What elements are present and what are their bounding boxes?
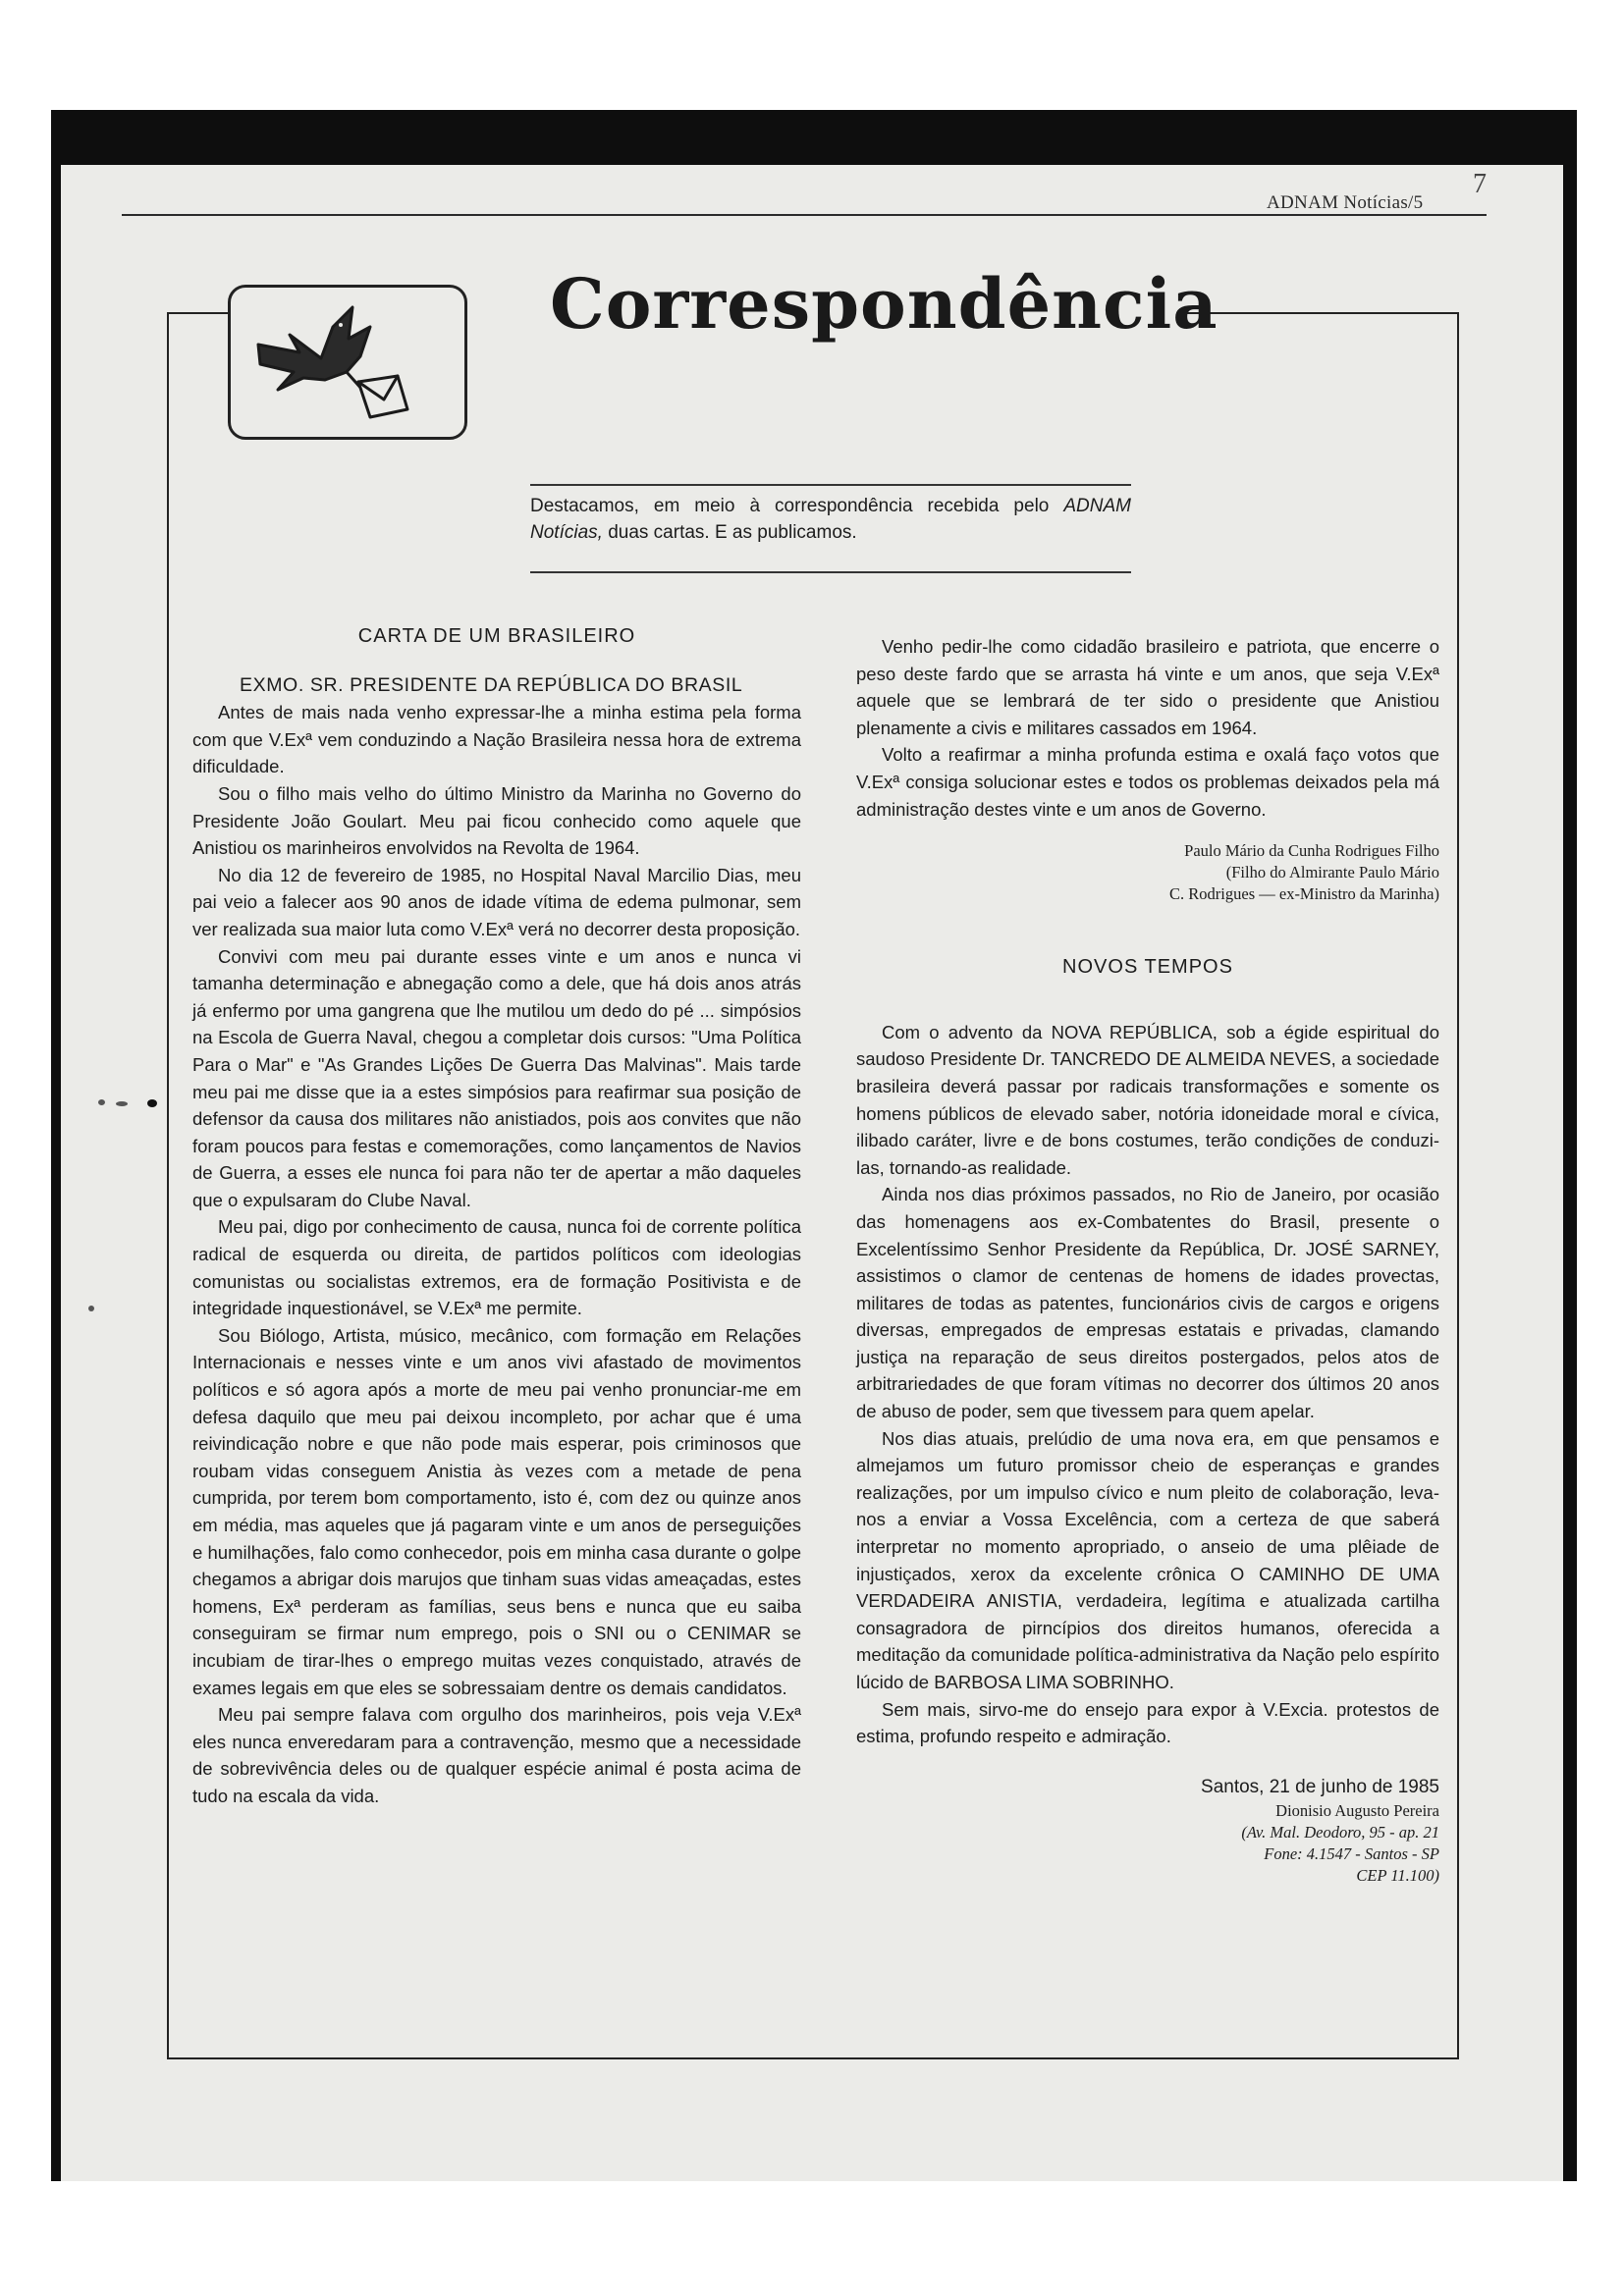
- scan-speck: [116, 1101, 128, 1106]
- spacer: [856, 1750, 1439, 1774]
- frame-left: [167, 312, 169, 2059]
- frame-top-left: [167, 312, 228, 314]
- letter1-paragraph: Antes de mais nada venho expressar-lhe a minha estima pela forma com que V.Exª vem conduzindo a Nação Brasileira nessa hora de extrema dificuldade.: [192, 702, 801, 777]
- masthead-title: Correspondência: [550, 263, 1218, 345]
- scan-speck: [147, 1099, 157, 1107]
- letter1-signature-line: (Filho do Almirante Paulo Mário: [1225, 863, 1439, 882]
- logo-box: [228, 285, 467, 440]
- right-column: [856, 633, 1439, 1887]
- intro-rule-top: [530, 484, 1131, 486]
- letter1-heading: CARTA DE UM BRASILEIRO: [357, 625, 636, 647]
- letter1-paragraph: Convivi com meu pai durante esses vinte e um anos e nunca vi tamanha determinação e abnegação como a dele, que há dois anos atrás já enfermo por uma gangrena que lhe mutilou um dedo do pé ... simpósios na Escola de Guerra Naval, chegou a completar dois cursos: "Uma Política Para o Mar" e "As Grandes Lições De Guerra Das Malvinas". Mais tarde meu pai me disse que ia a estes simpósios para reafirmar sua posição de defensor da causa dos militares não anistiados, pois aos convites que não foram poucos para festas e comemorações, como lançamentos de Navios de Guerra, a esses ele nunca foi para não ter de apertar a mão daqueles que o expulsaram do Clube Naval.: [192, 945, 801, 1210]
- letter2-paragraph: Sem mais, sirvo-me do ensejo para expor à V.Excia. protestos de estima, profundo respeito e admiração.: [856, 1698, 1439, 1747]
- letter2-signature-line: CEP 11.100): [1356, 1866, 1439, 1886]
- letter2-paragraph: Com o advento da NOVA REPÚBLICA, sob a égide espiritual do saudoso Presidente Dr. TANCREDO DE ALMEIDA NEVES, a sociedade brasileira deverá passar por radicais transformações e somente os homens públicos de elevado saber, notória idoneidade moral e cívica, ilibado caráter, livre e de bons costumes, terão condições de conduzi-las, tornando-as realidade.: [856, 1021, 1439, 1178]
- frame-bottom: [167, 2057, 1459, 2059]
- intro-publication: ADNAM Notícias,: [530, 496, 1131, 543]
- header-rule: [122, 214, 1487, 216]
- scan-speck: [88, 1306, 94, 1311]
- intro-text: [530, 493, 1131, 546]
- letter1-signature-line: C. Rodrigues — ex-Ministro da Marinha): [1169, 884, 1439, 904]
- spacer: [856, 905, 1439, 954]
- dove-with-letter-icon: [231, 288, 464, 437]
- letter2-paragraph: Nos dias atuais, prelúdio de uma nova era, em que pensamos e almejamos um futuro promissor cheio de esperanças e grandes realizações, por um impulso cívico e num pleito de colaboração, leva-nos a enviar a Vossa Excelência, com a certeza de que saberá interpretar no momento apropriado, o anseio de uma plêiade de injustiçados, xerox da excelente crônica O CAMINHO DE UMA VERDADEIRA ANISTIA, verdadeira, legítima e atualizada cartilha consagradora de pirncípios dos direitos humanos, oferecida a meditação da comunidade política-administrativa da Nação pelo espírito lúcido de BARBOSA LIMA SOBRINHO.: [856, 1427, 1439, 1692]
- letter1-paragraph: Sou Biólogo, Artista, músico, mecânico, com formação em Relações Internacionais e nesses vinte e um anos vivi afastado de movimentos políticos e só agora após a morte de meu pai venho pronunciar-me em defesa daquilo que meu pai deixou incompleto, por achar que é uma reivindicação nobre e que não pode mais esperar, pois criminosos que roubam vidas conseguem Anistia às vezes com a metade de pena cumprida, por terem bom comportamento, isto é, com dez ou quinze anos em média, mas aqueles que já pagaram vinte e um anos de perseguições e humilhações, falo como conhecedor, pois em minha casa durante o golpe chegamos a abrigar dois marujos que tinham suas vidas ameaçadas, estes homens, Exª perderam as famílias, seus bens e nunca que eu saiba conseguiram se firmar num emprego, pois o SNI ou o CENIMAR se incubiam de tirar-lhes o emprego muitas vezes conquistado, através de exames legais em que eles se sobressaiam dentre os demais candidatos.: [192, 1324, 801, 1698]
- letter2-signature-name: Dionisio Augusto Pereira: [1275, 1801, 1439, 1821]
- intro-rule-bottom: [530, 571, 1131, 573]
- spacer: [856, 823, 1439, 840]
- frame-right: [1457, 312, 1459, 2059]
- letter1-paragraph: No dia 12 de fevereiro de 1985, no Hospital Naval Marcilio Dias, meu pai veio a falecer aos 90 anos de idade vítima de edema pulmonar, sem ver realizada sua maior luta como V.Exª verá no decorrer desta proposição.: [192, 864, 801, 939]
- letter2-paragraph: Ainda nos dias próximos passados, no Rio de Janeiro, por ocasião das homenagens aos ex-Combatentes do Brasil, presente o Excelentíssimo Senhor Presidente da República, Dr. JOSÉ SARNEY, assistimos o clamor de centenas de homens de idades provectas, militares de todas as patentes, funcionários civis de cargos e origens diversas, empregados de empresas estatais e privadas, clamando justiça na reparação de seus direitos postergados, pelos atos de arbitrariedades de que foram vítimas no decorrer dos últimos 20 anos de abuso de poder, sem que tivessem para quem apelar.: [856, 1184, 1439, 1422]
- page-number: 7: [1473, 169, 1487, 199]
- intro-text-before: Destacamos, em meio à correspondência recebida pelo: [530, 496, 1050, 516]
- letter1-paragraph: Sou o filho mais velho do último Ministro da Marinha no Governo do Presidente João Goulart. Meu pai ficou conhecido como aquele que Anistiou os marinheiros envolvidos na Revolta de 1964.: [192, 782, 801, 859]
- letter2-place-date: Santos, 21 de junho de 1985: [1201, 1776, 1439, 1797]
- frame-top-right: [1180, 312, 1459, 314]
- letter1-salutation: EXMO. SR. PRESIDENTE DA REPÚBLICA DO BRASIL: [240, 673, 743, 696]
- publication-page-ref: ADNAM Notícias/5: [1267, 192, 1424, 213]
- letter1-paragraph: Meu pai sempre falava com orgulho dos marinheiros, pois veja V.Exª eles nunca enveredaram para a contravenção, mesmo que a necessidade de sobrevivência deles ou de qualquer espécie animal é posta acima de tudo na escala da vida.: [192, 1704, 801, 1806]
- letter1-paragraph: Volto a reafirmar a minha profunda estima e oxalá faço votos que V.Exª consiga solucionar estes e todos os problemas deixados pela má administração destes vinte e um anos de Governo.: [856, 744, 1439, 820]
- left-column: [192, 623, 801, 1810]
- letter1-signature-name: Paulo Mário da Cunha Rodrigues Filho: [1184, 841, 1439, 861]
- scan-speck: [98, 1099, 105, 1105]
- intro-text-after: duas cartas. E as publicamos.: [608, 522, 857, 543]
- letter2-heading: NOVOS TEMPOS: [1062, 956, 1233, 979]
- letter1-paragraph: Meu pai, digo por conhecimento de causa, nunca foi de corrente política radical de esquerda ou direita, de partidos políticos com ideologias comunistas ou socialistas extremos, era de formação Positivista e de integridade inquestionável, se V.Exª me permite.: [192, 1216, 801, 1319]
- letter1-paragraph: Venho pedir-lhe como cidadão brasileiro e patriota, que encerre o peso deste fardo que se arrasta há vinte e um anos, que seja V.Exª aquele que se lembrará de ter sido o presidente que Anistiou plenamente a civis e militares cassados em 1964.: [856, 636, 1439, 738]
- letter2-signature-line: (Av. Mal. Deodoro, 95 - ap. 21: [1241, 1823, 1439, 1842]
- letter2-signature-line: Fone: 4.1547 - Santos - SP: [1264, 1844, 1439, 1864]
